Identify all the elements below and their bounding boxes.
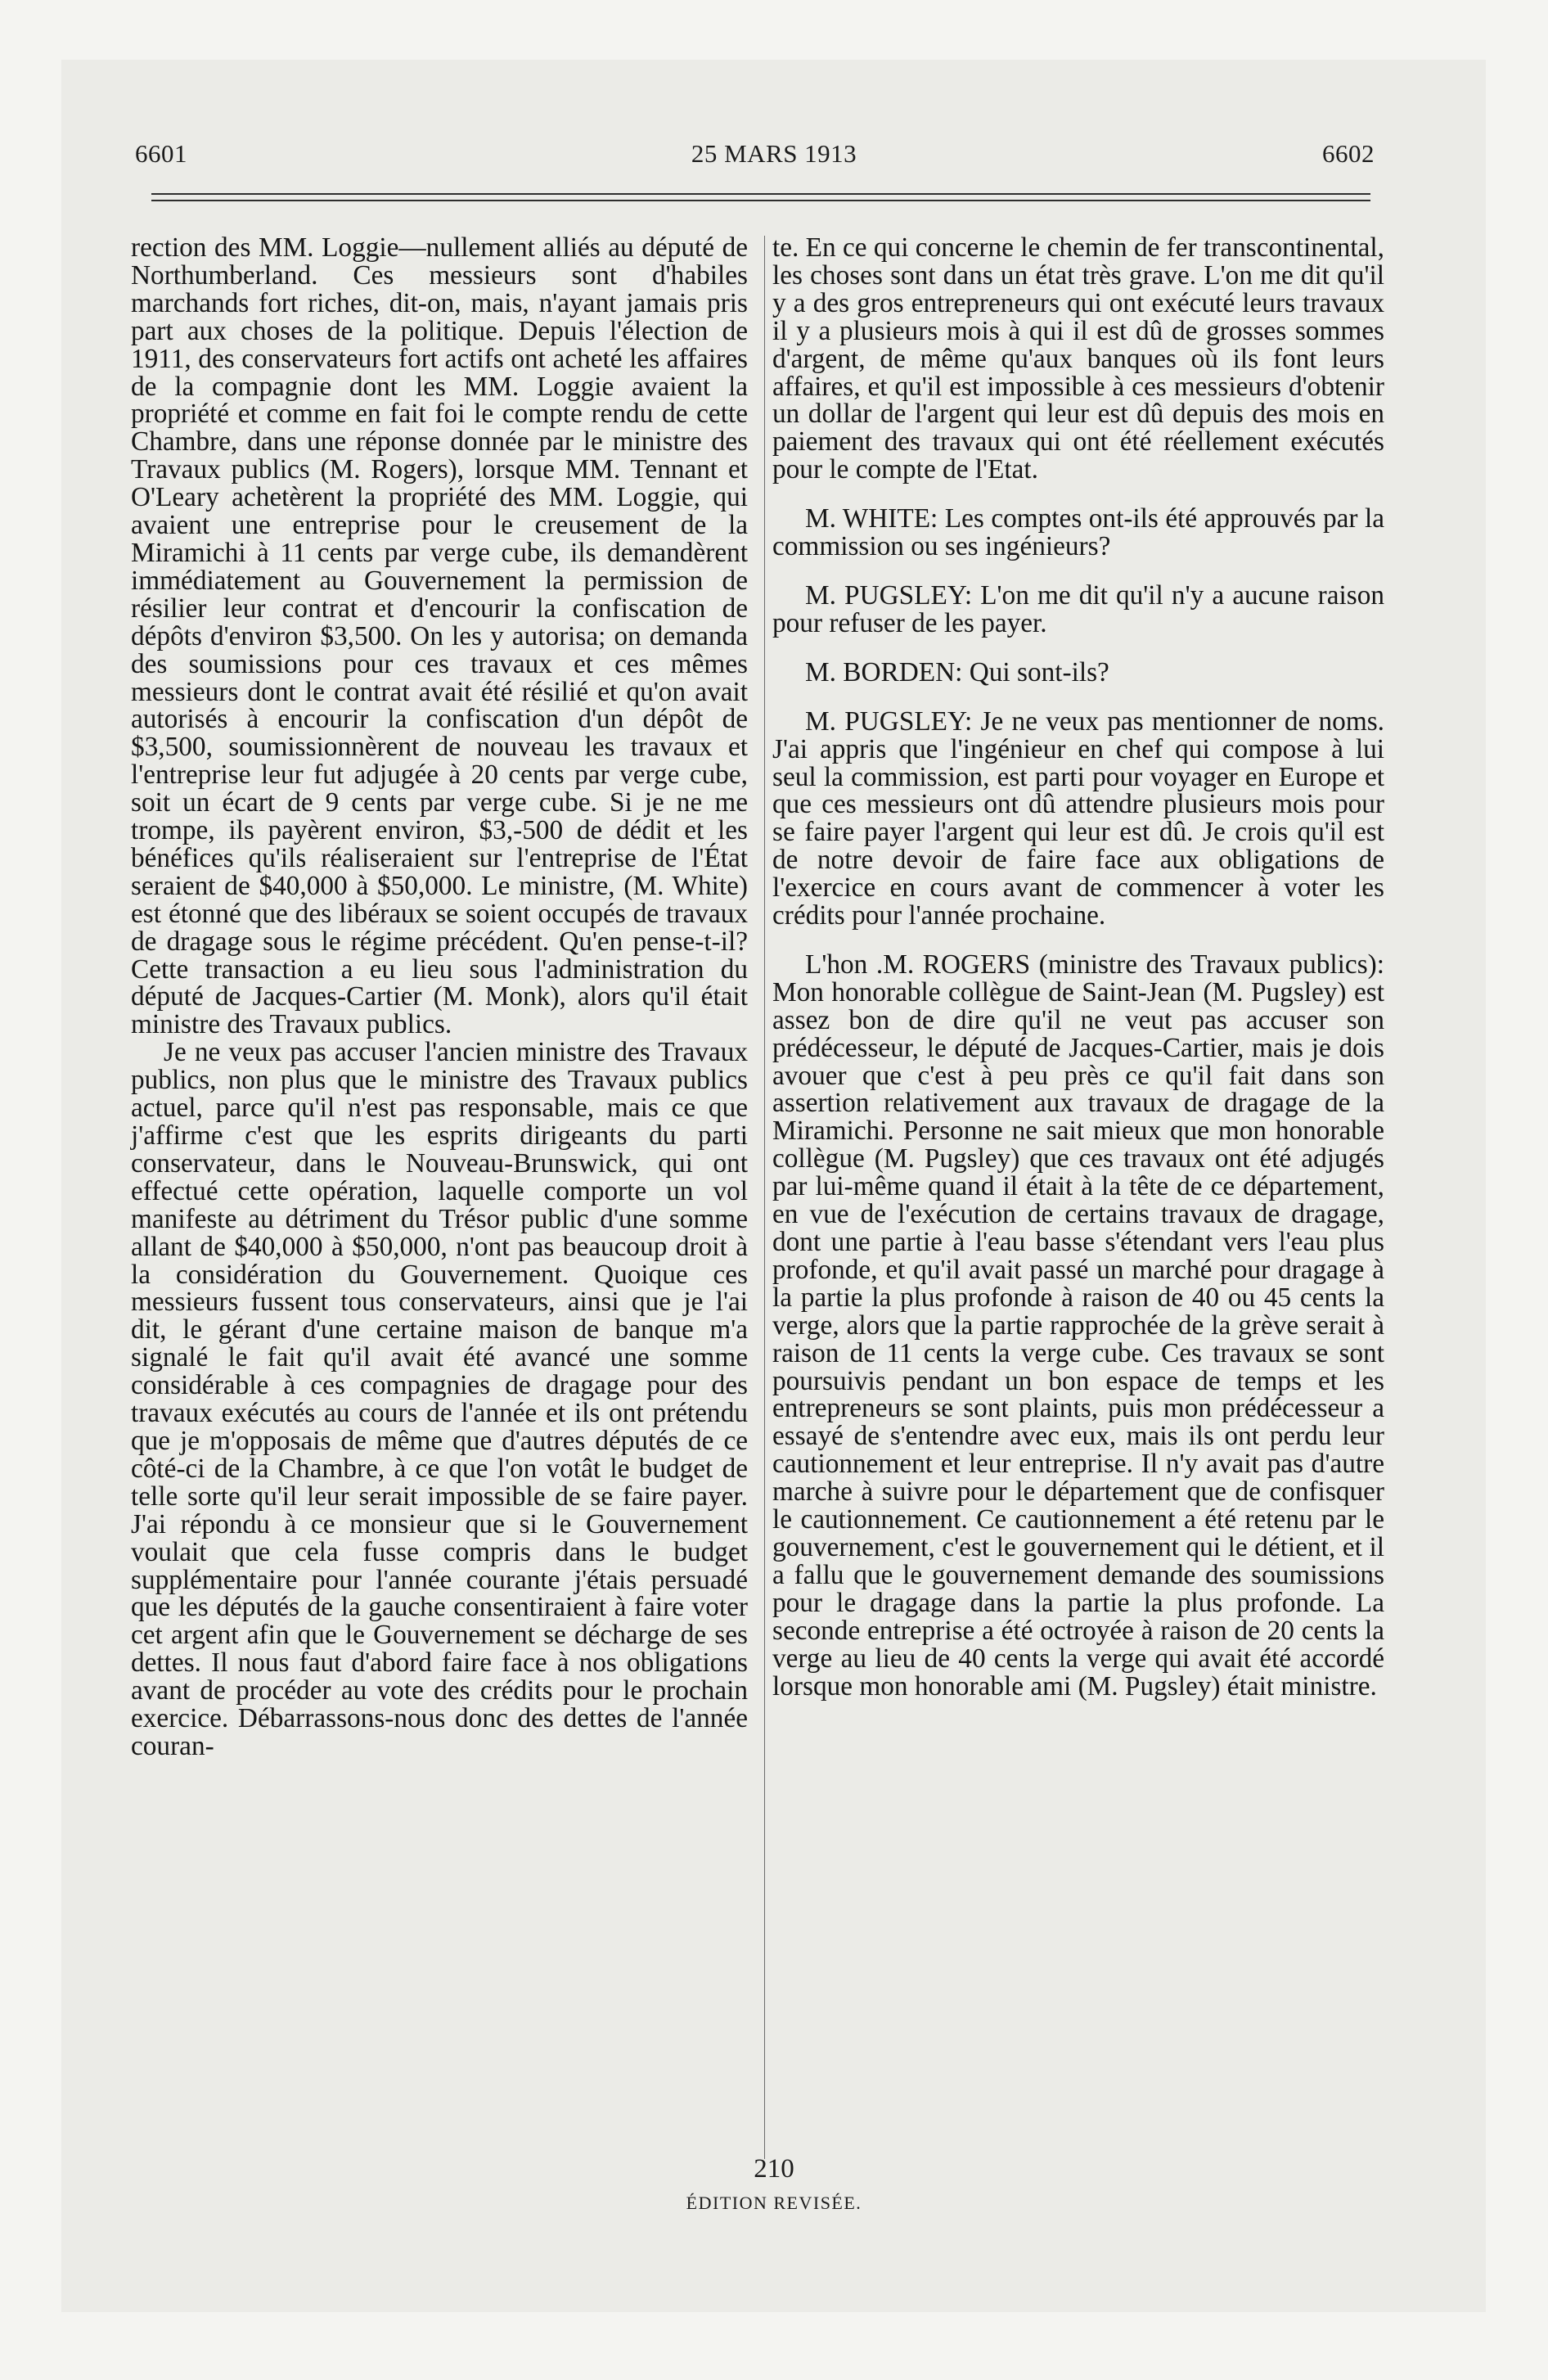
paragraph: Je ne veux pas accuser l'ancien ministre des Travaux publics, non plus que le ministre des Travaux publics actuel, parce qu'il n'est pas responsable, mais ce que j'affirme c'est que les esprits dirigeants du parti conservateur, dans le Nouveau-Brunswick, qui ont effectué cette opération, laquelle comporte un vol manifeste au détriment du Trésor public d'une somme allant de $40,000 à $50,000, n'ont pas beaucoup droit à la considération du Gouvernement. Quoique ces messieurs fussent tous conservateurs, ainsi que je l'ai dit, le gérant d'une certaine maison de banque m'a signalé le fait qu'il avait été avancé une somme considérable à ces compagnies de dragage pour des travaux exécutés au cours de l'année et ils ont prétendu que je m'opposais de même que d'autres députés de ce côté-ci de la Chambre, à ce que l'on votât le budget de telle sorte qu'il leur serait impossible de se faire payer. J'ai répondu à ce monsieur que si le Gouvernement voulait que cela fusse compris dans le budget supplémentaire pour l'année courante j'étais persuadé que les députés de la gauche consentiraient à faire voter cet argent afin que le Gouvernement se décharge de ses dettes. Il nous faut d'abord faire face à nos obligations avant de procéder au vote des crédits pour le prochain exercice. Débarrassons-nous donc des dettes de l'année couran- [131,1037,748,1761]
speaker-paragraph-borden: M. BORDEN: Qui sont-ils? [805,656,1109,687]
header-rule-top [151,193,1370,195]
speaker-paragraph-rogers: L'hon .M. ROGERS (ministre des Travaux publics): Mon honorable collègue de Saint-Jean (M. Pugsley) est assez bon de dire qu'il ne veut pas accuser son prédécesseur, le député de Jacques-Cartier, mais je dois avouer que c'est à peu près ce qu'il fait dans son assertion relativement aux travaux de dragage de la Miramichi. Personne ne sait mieux que mon honorable collègue (M. Pugsley) que ces travaux ont été adjugés par lui-même quand il était à la tête de ce département, en vue de l'exécution de certains travaux de dragage, dont une partie à l'eau basse s'étendant vers l'eau plus profonde, et qu'il avait passé un marché pour dragage à la partie la plus profonde à raison de 40 ou 45 cents la verge, alors que la partie rapprochée de la grève serait à raison de 11 cents la verge cube. Ces travaux se sont poursuivis pendant un bon espace de temps et les entrepreneurs se sont plaints, puis mon prédécesseur a essayé de s'entendre avec eux, mais ils ont perdu leur cautionnement et leur entreprise. Il n'y avait pas d'autre marche à suivre pour le département que de confisquer le cautionnement. Ce cautionnement a été retenu par le gouvernement, c'est le gouvernement qui le détient, et il a fallu que le gouvernement demande des soumissions pour le dragage dans la partie la plus profonde. La seconde entreprise a été octroyée à raison de 20 cents la verge au lieu de 40 cents la verge qui avait été accordé lorsque mon honorable ami (M. Pugsley) était ministre. [772,949,1384,1702]
header-rule-bottom [151,200,1370,201]
page-date: 25 MARS 1913 [691,139,857,168]
speaker-paragraph-pugsley: M. PUGSLEY: L'on me dit qu'il n'y a aucune raison pour refuser de les payer. [772,579,1384,638]
folio-number: 210 [754,2154,794,2184]
page-number-left: 6601 [135,139,187,168]
column-divider [764,236,765,2159]
left-column [131,234,748,1760]
edition-note: ÉDITION REVISÉE. [686,2193,862,2213]
right-column [772,234,1384,1700]
page-number-right: 6602 [1322,139,1375,168]
paragraph: te. En ce qui concerne le chemin de fer transcontinental, les choses sont dans un état très grave. L'on me dit qu'il y a des gros entrepreneurs qui ont exécuté leurs travaux il y a plusieurs mois à qui il est dû de grosses sommes d'argent, de même qu'aux banques où ils font leurs affaires, et qu'il est impossible à ces messieurs d'obtenir un dollar de l'argent qui leur est dû depuis des mois en paiement des travaux qui ont été réellement exécutés pour le compte de l'Etat. [772,232,1384,485]
speaker-paragraph-white: M. WHITE: Les comptes ont-ils été approuvés par la commission ou ses ingénieurs? [772,503,1384,562]
speaker-paragraph-pugsley: M. PUGSLEY: Je ne veux pas mentionner de noms. J'ai appris que l'ingénieur en chef qui compose à lui seul la commission, est parti pour voyager en Europe et que ces messieurs ont dû attendre plusieurs mois pour se faire payer l'argent qui leur est dû. Je crois qu'il est de notre devoir de faire face aux obligations de l'exercice en cours avant de commencer à voter les crédits pour l'année prochaine. [772,705,1384,931]
paragraph: rection des MM. Loggie—nullement alliés au député de Northumberland. Ces messieurs sont d'habiles marchands fort riches, dit-on, mais, n'ayant jamais pris part aux choses de la politique. Depuis l'élection de 1911, des conservateurs fort actifs ont acheté les affaires de la compagnie dont les MM. Loggie avaient la propriété et comme en fait foi le compte rendu de cette Chambre, dans une réponse donnée par le ministre des Travaux publics (M. Rogers), lorsque MM. Tennant et O'Leary achetèrent la propriété des MM. Loggie, qui avaient une entreprise pour le creusement de la Miramichi à 11 cents par verge cube, ils demandèrent immédiatement au Gouvernement la permission de résilier leur contrat et d'encourir la confiscation de dépôts d'environ $3,500. On les y autorisa; on demanda des soumissions pour ces travaux et ces mêmes messieurs dont le contrat avait été résilié et qu'on avait autorisés à encourir la confiscation d'un dépôt de $3,500, soumissionnèrent de nouveau les travaux et l'entreprise leur fut adjugée à 20 cents par verge cube, soit un écart de 9 cents par verge cube. Si je ne me trompe, ils payèrent environ, $3,-500 de dédit et les bénéfices qu'ils réaliseraient sur l'entreprise de l'État seraient de $40,000 à $50,000. Le ministre, (M. White) est étonné que des libéraux se soient occupés de travaux de dragage sous le régime précédent. Qu'en pense-t-il? Cette transaction a eu lieu sous l'administration du député de Jacques-Cartier (M. Monk), alors qu'il était ministre des Travaux publics. [131,232,748,1040]
